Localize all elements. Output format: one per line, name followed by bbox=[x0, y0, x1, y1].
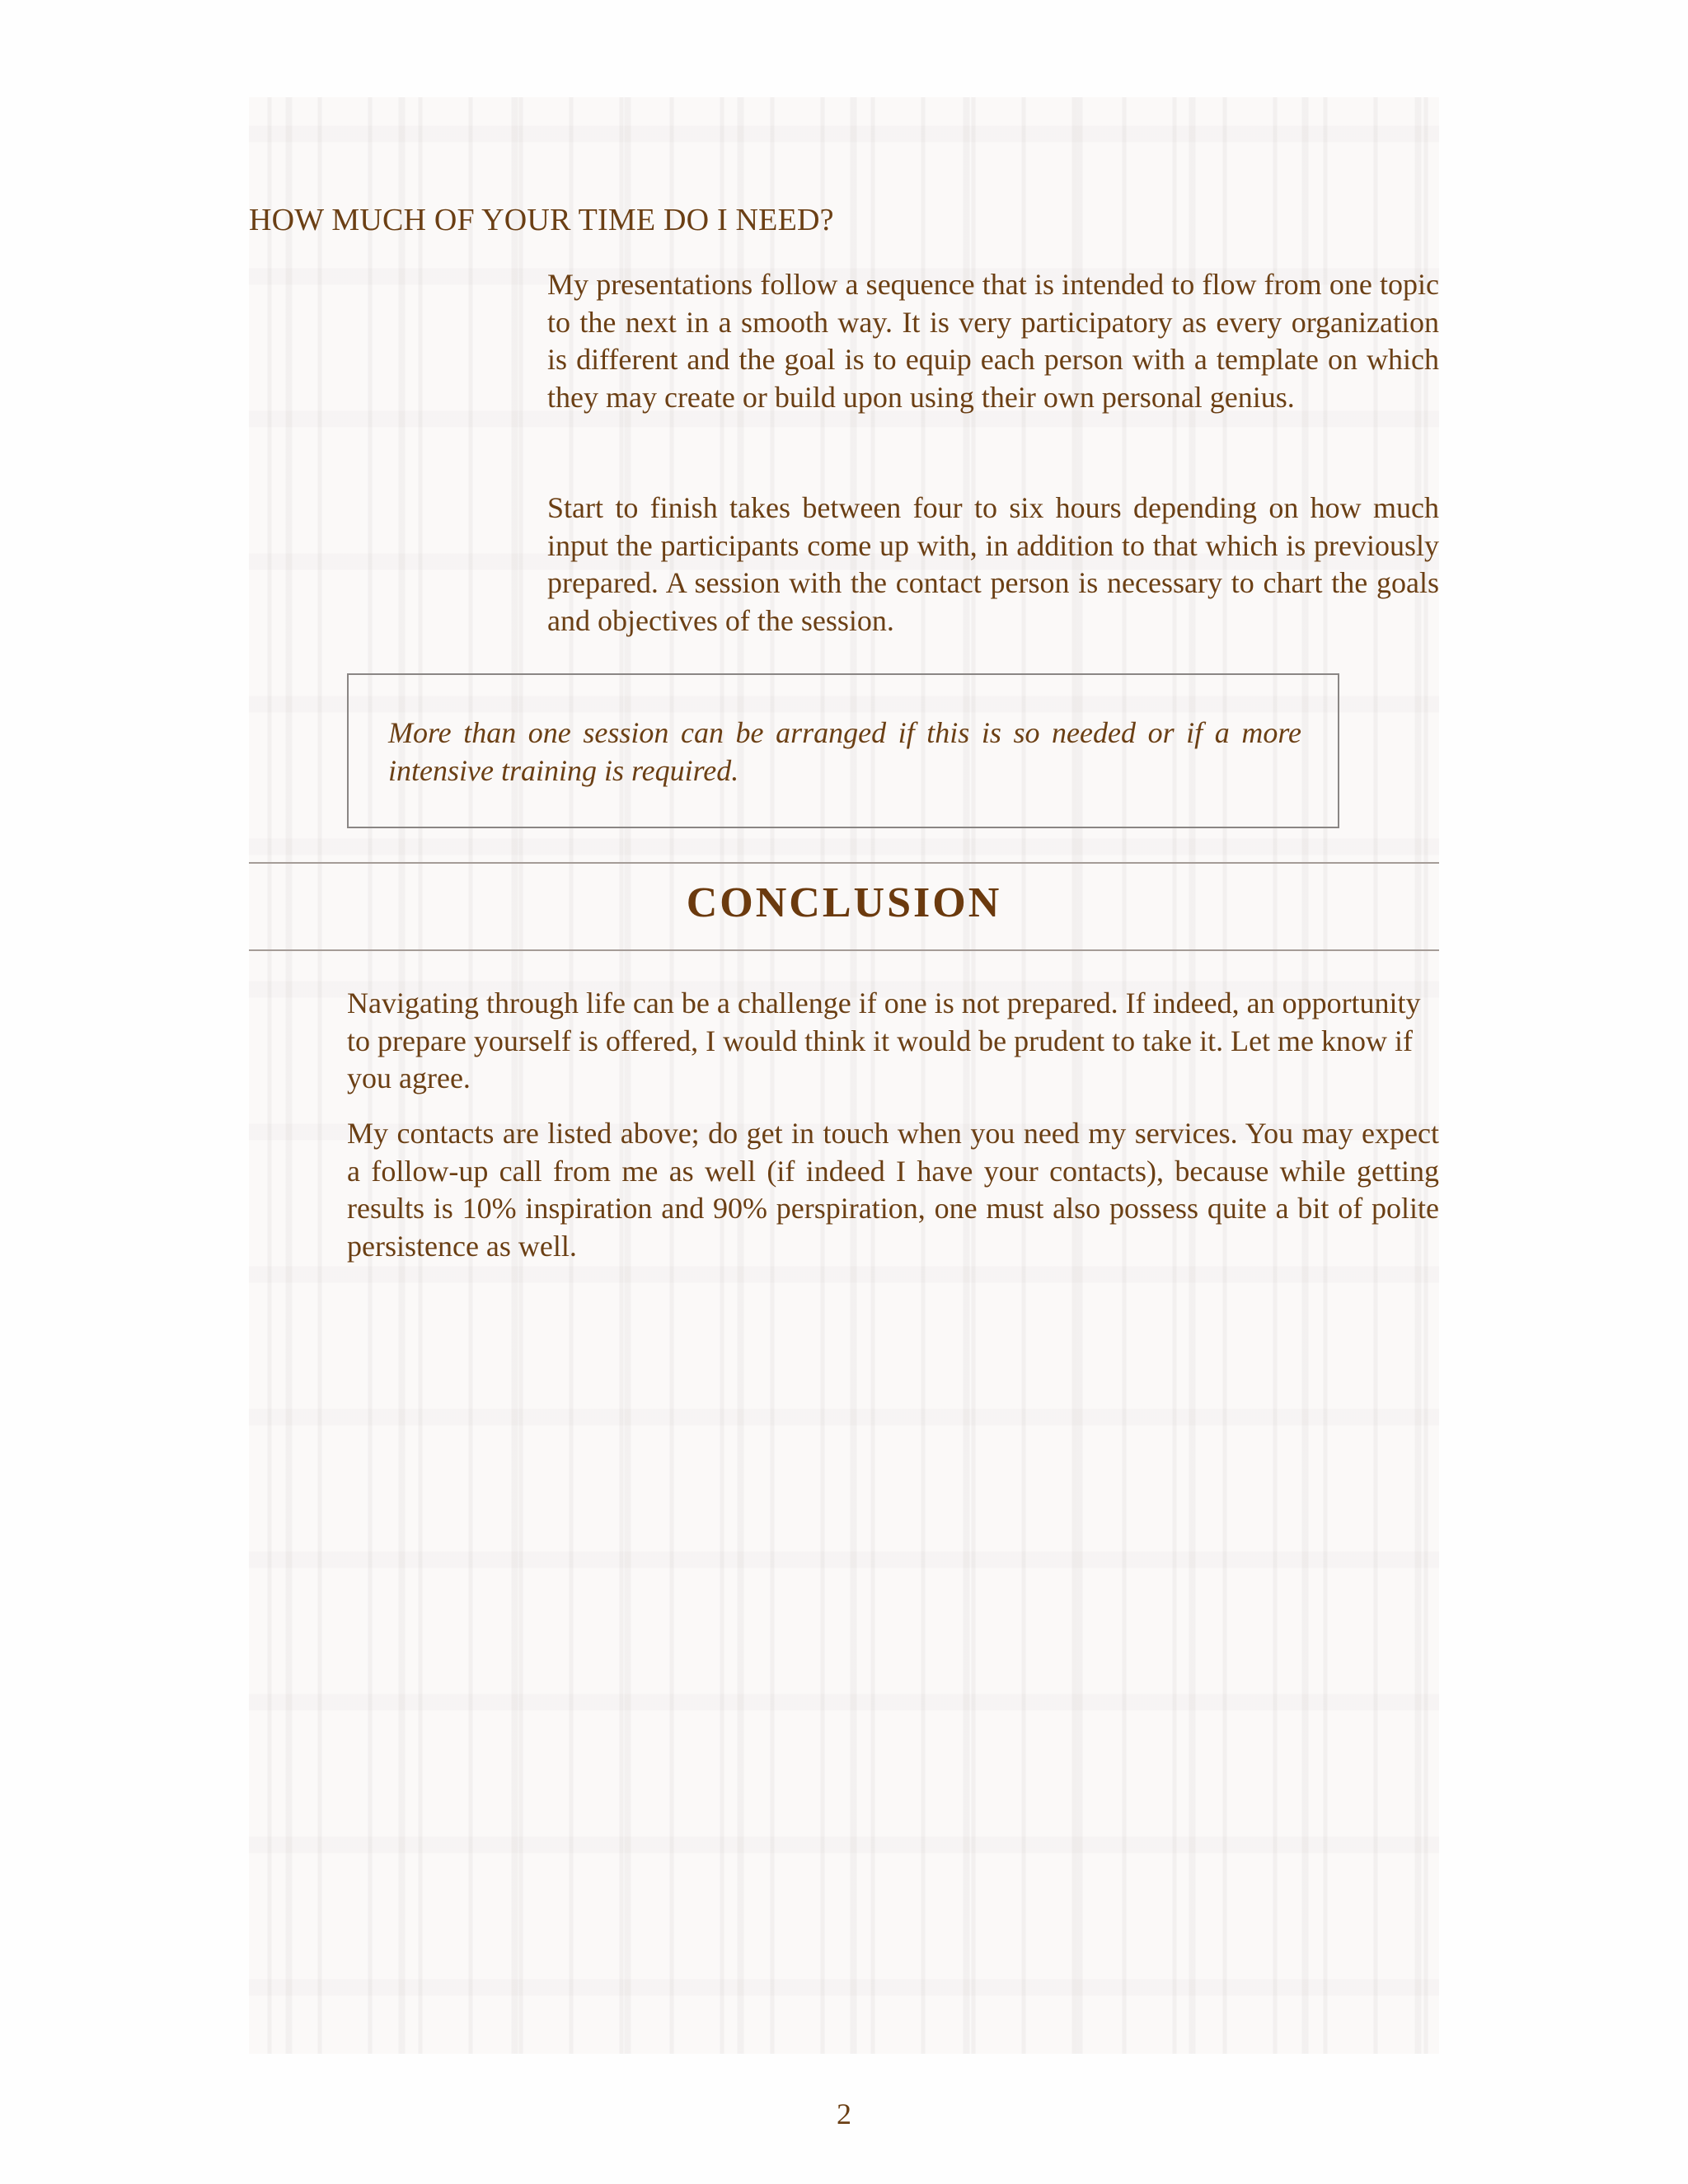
conclusion-paragraph: Navigating through life can be a challenge if one is not prepared. If indeed, an opportunity to prepare yourself is offered, I would think it would be prudent to take it. Let me know if you agree. bbox=[347, 987, 1421, 1094]
callout-box bbox=[347, 673, 1339, 828]
section-heading: HOW MUCH OF YOUR TIME DO I NEED? bbox=[249, 203, 834, 237]
conclusion-paragraph: My contacts are listed above; do get in touch when you need my services. You may expect a follow-up call from me as well (if indeed I have your contacts), because while getting results is 10% inspiration and 90% perspiration, one must also possess quite a bit of polite persistence as well. bbox=[347, 1117, 1439, 1263]
page-number: 2 bbox=[837, 2097, 851, 2130]
conclusion-title: CONCLUSION bbox=[686, 879, 1002, 926]
divider-top bbox=[249, 862, 1439, 864]
divider-bottom bbox=[249, 949, 1439, 951]
body-paragraph: Start to finish takes between four to six hours depending on how much input the participants come up with, in addition to that which is previously prepared. A session with the contact person is necessary to chart the goals and objectives of the session. bbox=[547, 491, 1439, 637]
callout-text: More than one session can be arranged if this is so needed or if a more intensive training is required. bbox=[388, 716, 1301, 787]
body-paragraph: My presentations follow a sequence that is intended to flow from one topic to the next in a smooth way. It is very participatory as every organization is different and the goal is to equip each person with a template on which they may create or build upon using their own personal genius. bbox=[547, 268, 1439, 414]
